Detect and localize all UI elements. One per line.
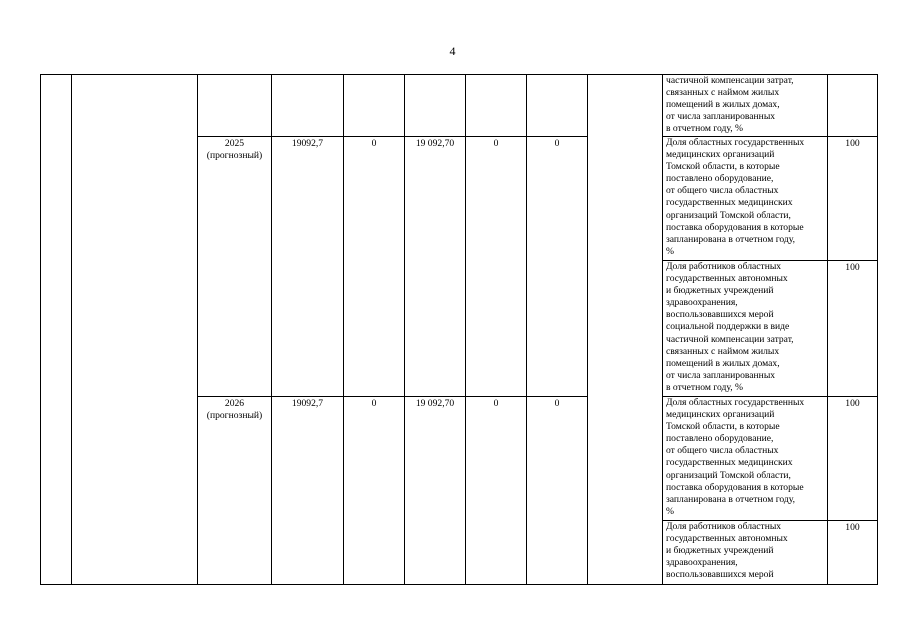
year-note: (прогнозный) — [206, 150, 263, 162]
table-row — [41, 75, 878, 137]
year-cell — [198, 137, 272, 397]
value-cell: 19 092,70 — [405, 397, 466, 585]
indicator-text: Доля областных государственных медицинских организаций Томской области, в которые поставлено оборудование, от общего числа областных государственных медицинских организаций Томской области, поставка оборудования в которые запланирована в отчетном году, % — [663, 397, 828, 521]
total-cell: 19092,7 — [272, 137, 344, 397]
blank-cell — [72, 75, 198, 585]
year-note: (прогнозный) — [206, 410, 263, 422]
indicator-text: Доля работников областных государственных автономных и бюджетных учреждений здравоохранения, воспользовавшихся мерой социальной поддержки в виде частичной компенсации затрат, связанных с наймом жилых помещений в жилых домах, от числа запланированных в отчетном году, % — [663, 261, 828, 397]
year: 2026 — [224, 398, 245, 409]
blank-cell — [466, 75, 527, 137]
page-number: 4 — [449, 44, 456, 58]
value-cell: 0 — [344, 137, 405, 397]
indicator-value: 100 — [828, 137, 878, 261]
value-cell: 19 092,70 — [405, 137, 466, 397]
value-cell: 0 — [466, 397, 527, 585]
blank-cell — [588, 75, 663, 585]
indicators-table — [40, 74, 878, 585]
indicator-text: Доля областных государственных медицинских организаций Томской области, в которые поставлено оборудование, от общего числа областных государственных медицинских организаций Томской области, поставка оборудования в которые запланирована в отчетном году, % — [663, 137, 828, 261]
blank-cell — [344, 75, 405, 137]
value-cell: 0 — [527, 137, 588, 397]
value-cell: 0 — [344, 397, 405, 585]
indicator-text: Доля работников областных государственных автономных и бюджетных учреждений здравоохранения, воспользовавшихся мерой — [663, 521, 828, 585]
indicator-value: 100 — [828, 521, 878, 585]
blank-cell — [405, 75, 466, 137]
indicator-value: 100 — [828, 397, 878, 521]
blank-cell — [527, 75, 588, 137]
blank-cell — [41, 75, 72, 585]
indicator-value — [828, 75, 878, 137]
blank-cell — [272, 75, 344, 137]
indicator-value: 100 — [828, 261, 878, 397]
indicator-text: частичной компенсации затрат, связанных с наймом жилых помещений в жилых домах, от числа запланированных в отчетном году, % — [663, 75, 828, 137]
blank-cell — [198, 75, 272, 137]
year-cell — [198, 397, 272, 585]
year: 2025 — [224, 138, 245, 149]
value-cell: 0 — [527, 397, 588, 585]
value-cell: 0 — [466, 137, 527, 397]
total-cell: 19092,7 — [272, 397, 344, 585]
